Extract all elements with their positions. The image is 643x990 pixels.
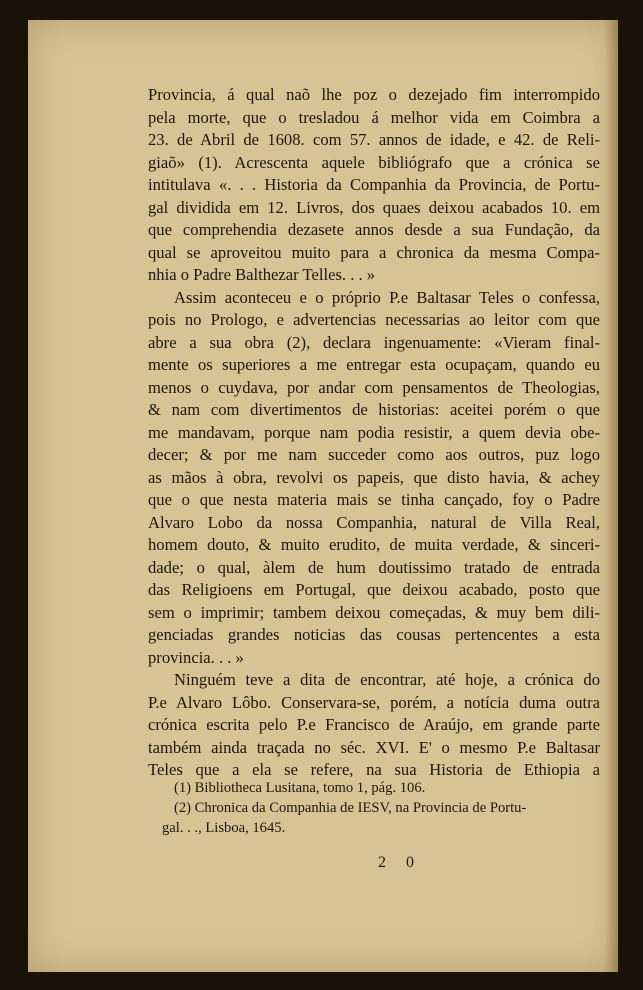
text-line: genciadas grandes noticias das cousas pertencentes a esta [148,625,600,644]
text-line: pois no Prologo, e advertencias necessarias ao leitor com que [148,310,600,329]
text-line: me mandavam, porque nam podia resistir, a quem devia obe- [148,422,600,442]
text-line: que o que nesta materia mais se tinha cançado, foy o Padre [148,490,600,509]
text-line: Assim aconteceu e o próprio P.e Baltasar Teles o confessa, [174,287,600,307]
text-line: as mãos à obra, revolvi os papeis, que disto havia, & achey [148,467,600,487]
text-line: & nam com divertimentos de historias: aceitei porém o que [148,400,600,419]
footnote-continuation: gal. . ., Lisboa, 1645. [162,820,286,836]
text-line: Alvaro Lobo da nossa Companhia, natural de Villa Real, [148,512,600,532]
text-line: crónica escrita pelo P.e Francisco de Araújo, em grande parte [148,715,600,734]
text-line: Ninguém teve a dita de encontrar, até hoje, a crónica do [174,670,600,689]
text-line: das Religioens em Portugal, que deixou acabado, posto que [148,580,600,599]
footnote: (2) Chronica da Companhia de IESV, na Provincia de Portu- [174,800,527,816]
text-line: homem douto, & muito erudito, de muita verdade, & sinceri- [148,535,600,554]
text-line: mente os superiores a me entregar esta ocupaçam, quando eu [148,355,600,374]
book-page [28,20,618,972]
text-line: dade; o qual, àlem de hum doutissimo tratado de entrada [148,557,600,577]
text-line: também ainda traçada no séc. XVI. E' o mesmo P.e Baltasar [148,737,600,757]
text-line: decer; & por me nam succeder como aos outros, puz logo [148,445,600,464]
page-number: 2 0 [378,854,422,871]
text-line: nhia o Padre Balthezar Telles. . . » [148,265,376,284]
text-line: que comprehendia dezasete annos desde a sua Fundação, da [148,220,600,239]
text-line: Provincia, á qual naõ lhe poz o dezejado fim interrompido [148,85,600,104]
text-line: giaõ» (1). Acrescenta aquele bibliógrafo que a crónica se [148,152,600,172]
text-line: Teles que a ela se refere, na sua Historia de Ethiopia a [148,760,600,779]
text-line: pela morte, que o tresladou á melhor vida em Coimbra a [148,107,600,127]
text-line: sem o imprimir; tambem deixou começadas, & muy bem dili- [148,602,600,622]
footnote: (1) Bibliotheca Lusitana, tomo 1, pág. 106. [174,780,426,796]
text-line: abre a sua obra (2), declara ingenuamente: «Vieram final- [148,332,600,352]
footnotes [162,778,624,838]
text-line: gal dividida em 12. Livros, dos quaes deixou acabados 10. em [148,197,600,217]
text-line: P.e Alvaro Lôbo. Conservara-se, porém, a notícia duma outra [148,692,600,712]
text-line: intitulava «. . . Historia da Companhia da Provincia, de Portu- [148,175,600,194]
body-text [148,84,600,782]
text-line: provincia. . . » [148,647,244,667]
text-line: menos o cuydava, por andar com pensamentos de Theologias, [148,377,600,397]
text-line: 23. de Abril de 1608. com 57. annos de idade, e 42. de Reli- [148,130,600,149]
text-line: qual se aproveitou muito para a chronica da mesma Compa- [148,242,600,262]
